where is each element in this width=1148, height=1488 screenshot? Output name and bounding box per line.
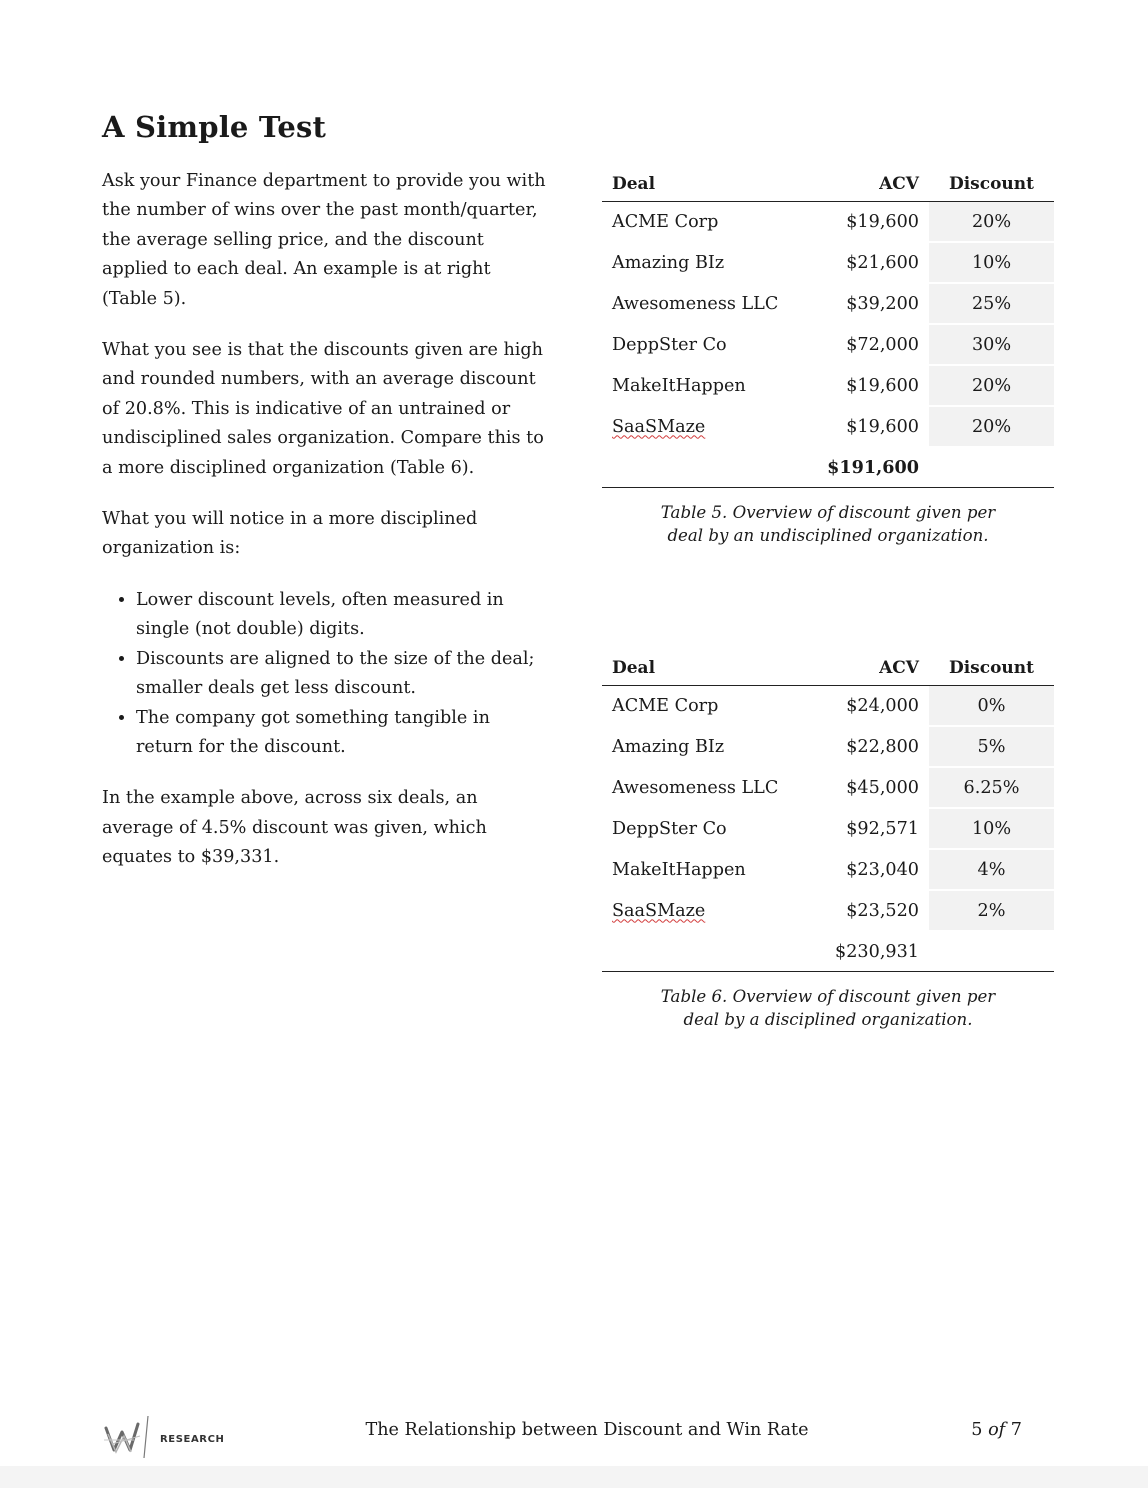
cell-empty <box>602 932 812 972</box>
cell-deal: DeppSter Co <box>602 325 806 366</box>
cell-acv: $45,000 <box>812 768 929 809</box>
bullet-item: • The company got something tangible in return for the discount. <box>136 704 547 763</box>
cell-deal <box>602 891 812 932</box>
bullet-item: • Discounts are aligned to the size of the deal; smaller deals get less discount. <box>136 645 547 704</box>
cell-deal: Awesomeness LLC <box>602 768 812 809</box>
cell-acv: $23,520 <box>812 891 929 932</box>
header-discount: Discount <box>929 167 1054 202</box>
table-row <box>602 686 1054 727</box>
table-caption: Table 5. Overview of discount given per deal by an undisciplined organization. <box>660 503 996 545</box>
cell-discount: 2% <box>929 891 1054 932</box>
page-title: A Simple Test <box>102 110 327 144</box>
page-number <box>971 1420 1022 1440</box>
cell-total-acv: $191,600 <box>806 448 929 488</box>
cell-discount: 10% <box>929 243 1054 284</box>
table-total-row <box>602 932 1054 972</box>
page-of-label: of <box>988 1420 1006 1440</box>
cell-acv: $23,040 <box>812 850 929 891</box>
cell-discount: 10% <box>929 809 1054 850</box>
cell-discount: 20% <box>929 407 1054 448</box>
cell-total-acv: $230,931 <box>812 932 929 972</box>
cell-acv: $72,000 <box>806 325 929 366</box>
cell-acv: $19,600 <box>806 407 929 448</box>
page-current: 5 <box>971 1420 983 1440</box>
cell-deal: MakeItHappen <box>602 366 806 407</box>
cell-acv: $19,600 <box>806 366 929 407</box>
cell-deal: ACME Corp <box>602 686 812 727</box>
cell-acv: $22,800 <box>812 727 929 768</box>
footer-document-title: The Relationship between Discount and Win Rate <box>365 1420 809 1440</box>
body-text <box>102 167 547 895</box>
header-deal: Deal <box>602 167 806 202</box>
table-caption: Table 6. Overview of discount given per deal by a disciplined organization. <box>660 987 996 1029</box>
table-total-row <box>602 448 1054 488</box>
bottom-strip <box>0 1466 1148 1488</box>
paragraph-observation: What you see is that the discounts given are high and rounded numbers, with an average discount of 20.8%. This is indicative of an untrained or undisciplined sales organization. Compare this to a more disciplined organization (Table 6). <box>102 340 544 478</box>
paragraph-notice: What you will notice in a more disciplined organization is: <box>102 509 478 559</box>
table-row <box>602 325 1054 366</box>
page-footer <box>0 1400 1148 1464</box>
table-row <box>602 407 1054 448</box>
cell-discount: 30% <box>929 325 1054 366</box>
discount-table-disciplined <box>602 651 1054 972</box>
paragraph-intro: Ask your Finance department to provide you with the number of wins over the past month/quarter, the average selling price, and the discount applied to each deal. An example is at right (Table 5). <box>102 171 546 309</box>
spellcheck-underlined-text: SaaSMaze <box>612 900 706 921</box>
header-acv: ACV <box>806 167 929 202</box>
cell-discount: 5% <box>929 727 1054 768</box>
bullet-item: • Lower discount levels, often measured in single (not double) digits. <box>136 586 547 645</box>
bullet-list <box>102 586 547 762</box>
cell-acv: $19,600 <box>806 202 929 243</box>
cell-empty <box>602 448 806 488</box>
table-row <box>602 850 1054 891</box>
cell-acv: $39,200 <box>806 284 929 325</box>
cell-discount: 20% <box>929 366 1054 407</box>
cell-discount: 4% <box>929 850 1054 891</box>
table-row <box>602 243 1054 284</box>
table-row <box>602 809 1054 850</box>
table-6 <box>602 651 1054 1031</box>
table-5 <box>602 167 1054 547</box>
cell-deal: Amazing BIz <box>602 243 806 284</box>
spellcheck-underlined-text: SaaSMaze <box>612 416 706 437</box>
header-acv: ACV <box>812 651 929 686</box>
cell-deal <box>602 407 806 448</box>
table-row <box>602 202 1054 243</box>
table-row <box>602 366 1054 407</box>
cell-deal: Awesomeness LLC <box>602 284 806 325</box>
paragraph-summary: In the example above, across six deals, an average of 4.5% discount was given, which equates to $39,331. <box>102 788 487 868</box>
header-deal: Deal <box>602 651 812 686</box>
cell-discount: 20% <box>929 202 1054 243</box>
cell-deal: Amazing BIz <box>602 727 812 768</box>
page-total: 7 <box>1010 1420 1022 1440</box>
table-header-row <box>602 167 1054 202</box>
cell-acv: $92,571 <box>812 809 929 850</box>
discount-table-undisciplined <box>602 167 1054 488</box>
cell-empty <box>929 448 1054 488</box>
table-row <box>602 768 1054 809</box>
cell-deal: MakeItHappen <box>602 850 812 891</box>
table-header-row <box>602 651 1054 686</box>
table-row <box>602 727 1054 768</box>
cell-deal: ACME Corp <box>602 202 806 243</box>
cell-acv: $24,000 <box>812 686 929 727</box>
cell-discount: 0% <box>929 686 1054 727</box>
cell-discount: 25% <box>929 284 1054 325</box>
table-row <box>602 284 1054 325</box>
header-discount: Discount <box>929 651 1054 686</box>
cell-deal: DeppSter Co <box>602 809 812 850</box>
logo-text: RESEARCH <box>160 1434 225 1445</box>
cell-acv: $21,600 <box>806 243 929 284</box>
cell-empty <box>929 932 1054 972</box>
table-row <box>602 891 1054 932</box>
cell-discount: 6.25% <box>929 768 1054 809</box>
